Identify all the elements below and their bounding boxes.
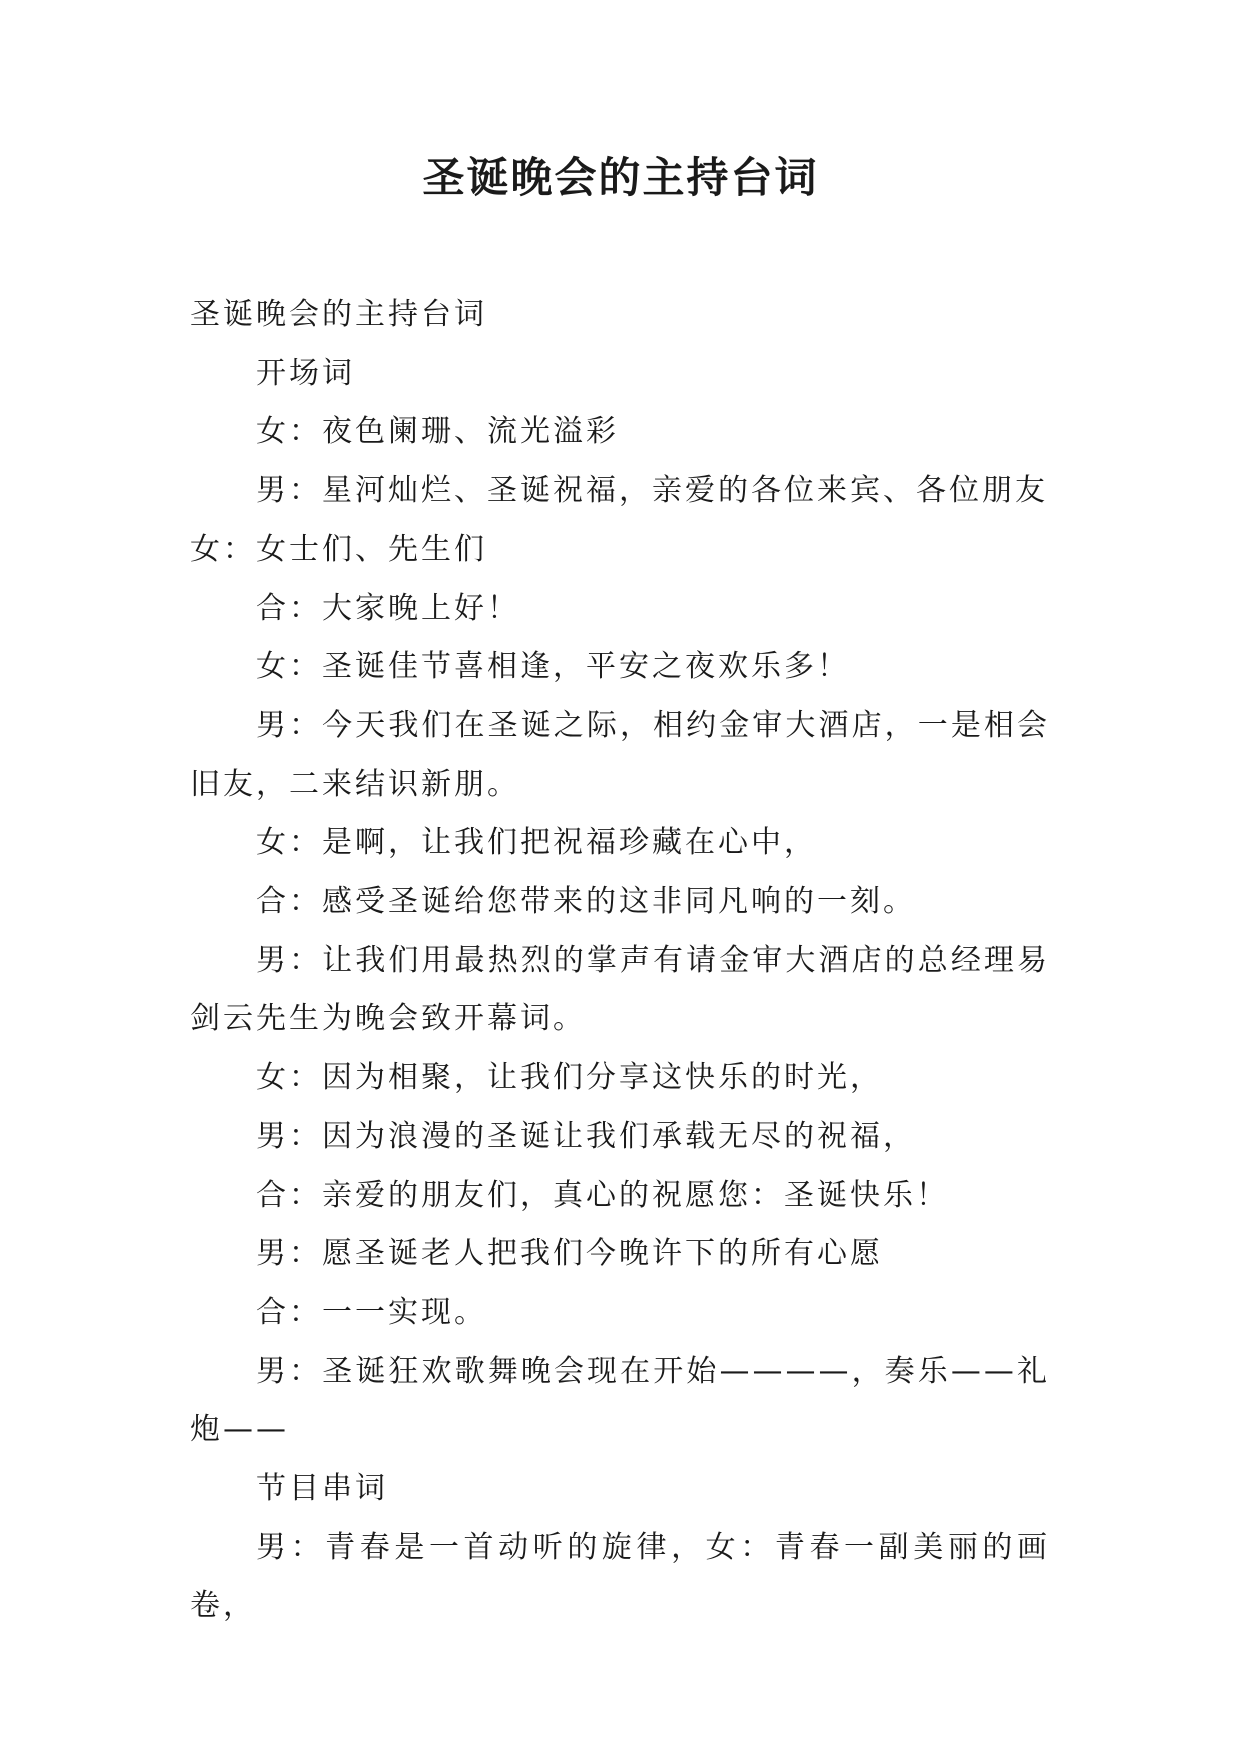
paragraph: 节目串词 <box>256 1471 388 1507</box>
paragraph: 女：因为相聚，让我们分享这快乐的时光， <box>256 1060 883 1096</box>
paragraph: 合：亲爱的朋友们，真心的祝愿您：圣诞快乐！ <box>256 1177 949 1213</box>
paragraph: 女：女士们、先生们 <box>190 531 487 567</box>
paragraph: 男：今天我们在圣诞之际，相约金审大酒店，一是相会旧友，二来结识新朋。 <box>190 707 1050 802</box>
paragraph: 合：一一实现。 <box>256 1294 487 1330</box>
paragraph: 女：夜色阑珊、流光溢彩 <box>256 414 619 450</box>
paragraph: 男：因为浪漫的圣诞让我们承载无尽的祝福， <box>256 1118 916 1154</box>
paragraph: 合：大家晚上好！ <box>256 590 520 626</box>
paragraph: 女：圣诞佳节喜相逢，平安之夜欢乐多！ <box>256 649 850 685</box>
paragraph: 女：是啊，让我们把祝福珍藏在心中， <box>256 825 817 861</box>
document-body <box>190 286 1050 1636</box>
document-title: 圣诞晚会的主持台词 <box>422 153 819 202</box>
paragraph: 合：感受圣诞给您带来的这非同凡响的一刻。 <box>256 884 916 920</box>
paragraph: 男：愿圣诞老人把我们今晚许下的所有心愿 <box>256 1236 883 1272</box>
paragraph: 圣诞晚会的主持台词 <box>190 297 487 332</box>
paragraph: 男：让我们用最热烈的掌声有请金审大酒店的总经理易剑云先生为晚会致开幕词。 <box>190 942 1050 1037</box>
paragraph: 男：圣诞狂欢歌舞晚会现在开始————，奏乐——礼炮—— <box>190 1353 1050 1448</box>
paragraph: 男：星河灿烂、圣诞祝福，亲爱的各位来宾、各位朋友 <box>256 473 1048 509</box>
paragraph: 开场词 <box>256 355 355 391</box>
paragraph: 男：青春是一首动听的旋律，女：青春一副美丽的画卷， <box>190 1529 1050 1624</box>
